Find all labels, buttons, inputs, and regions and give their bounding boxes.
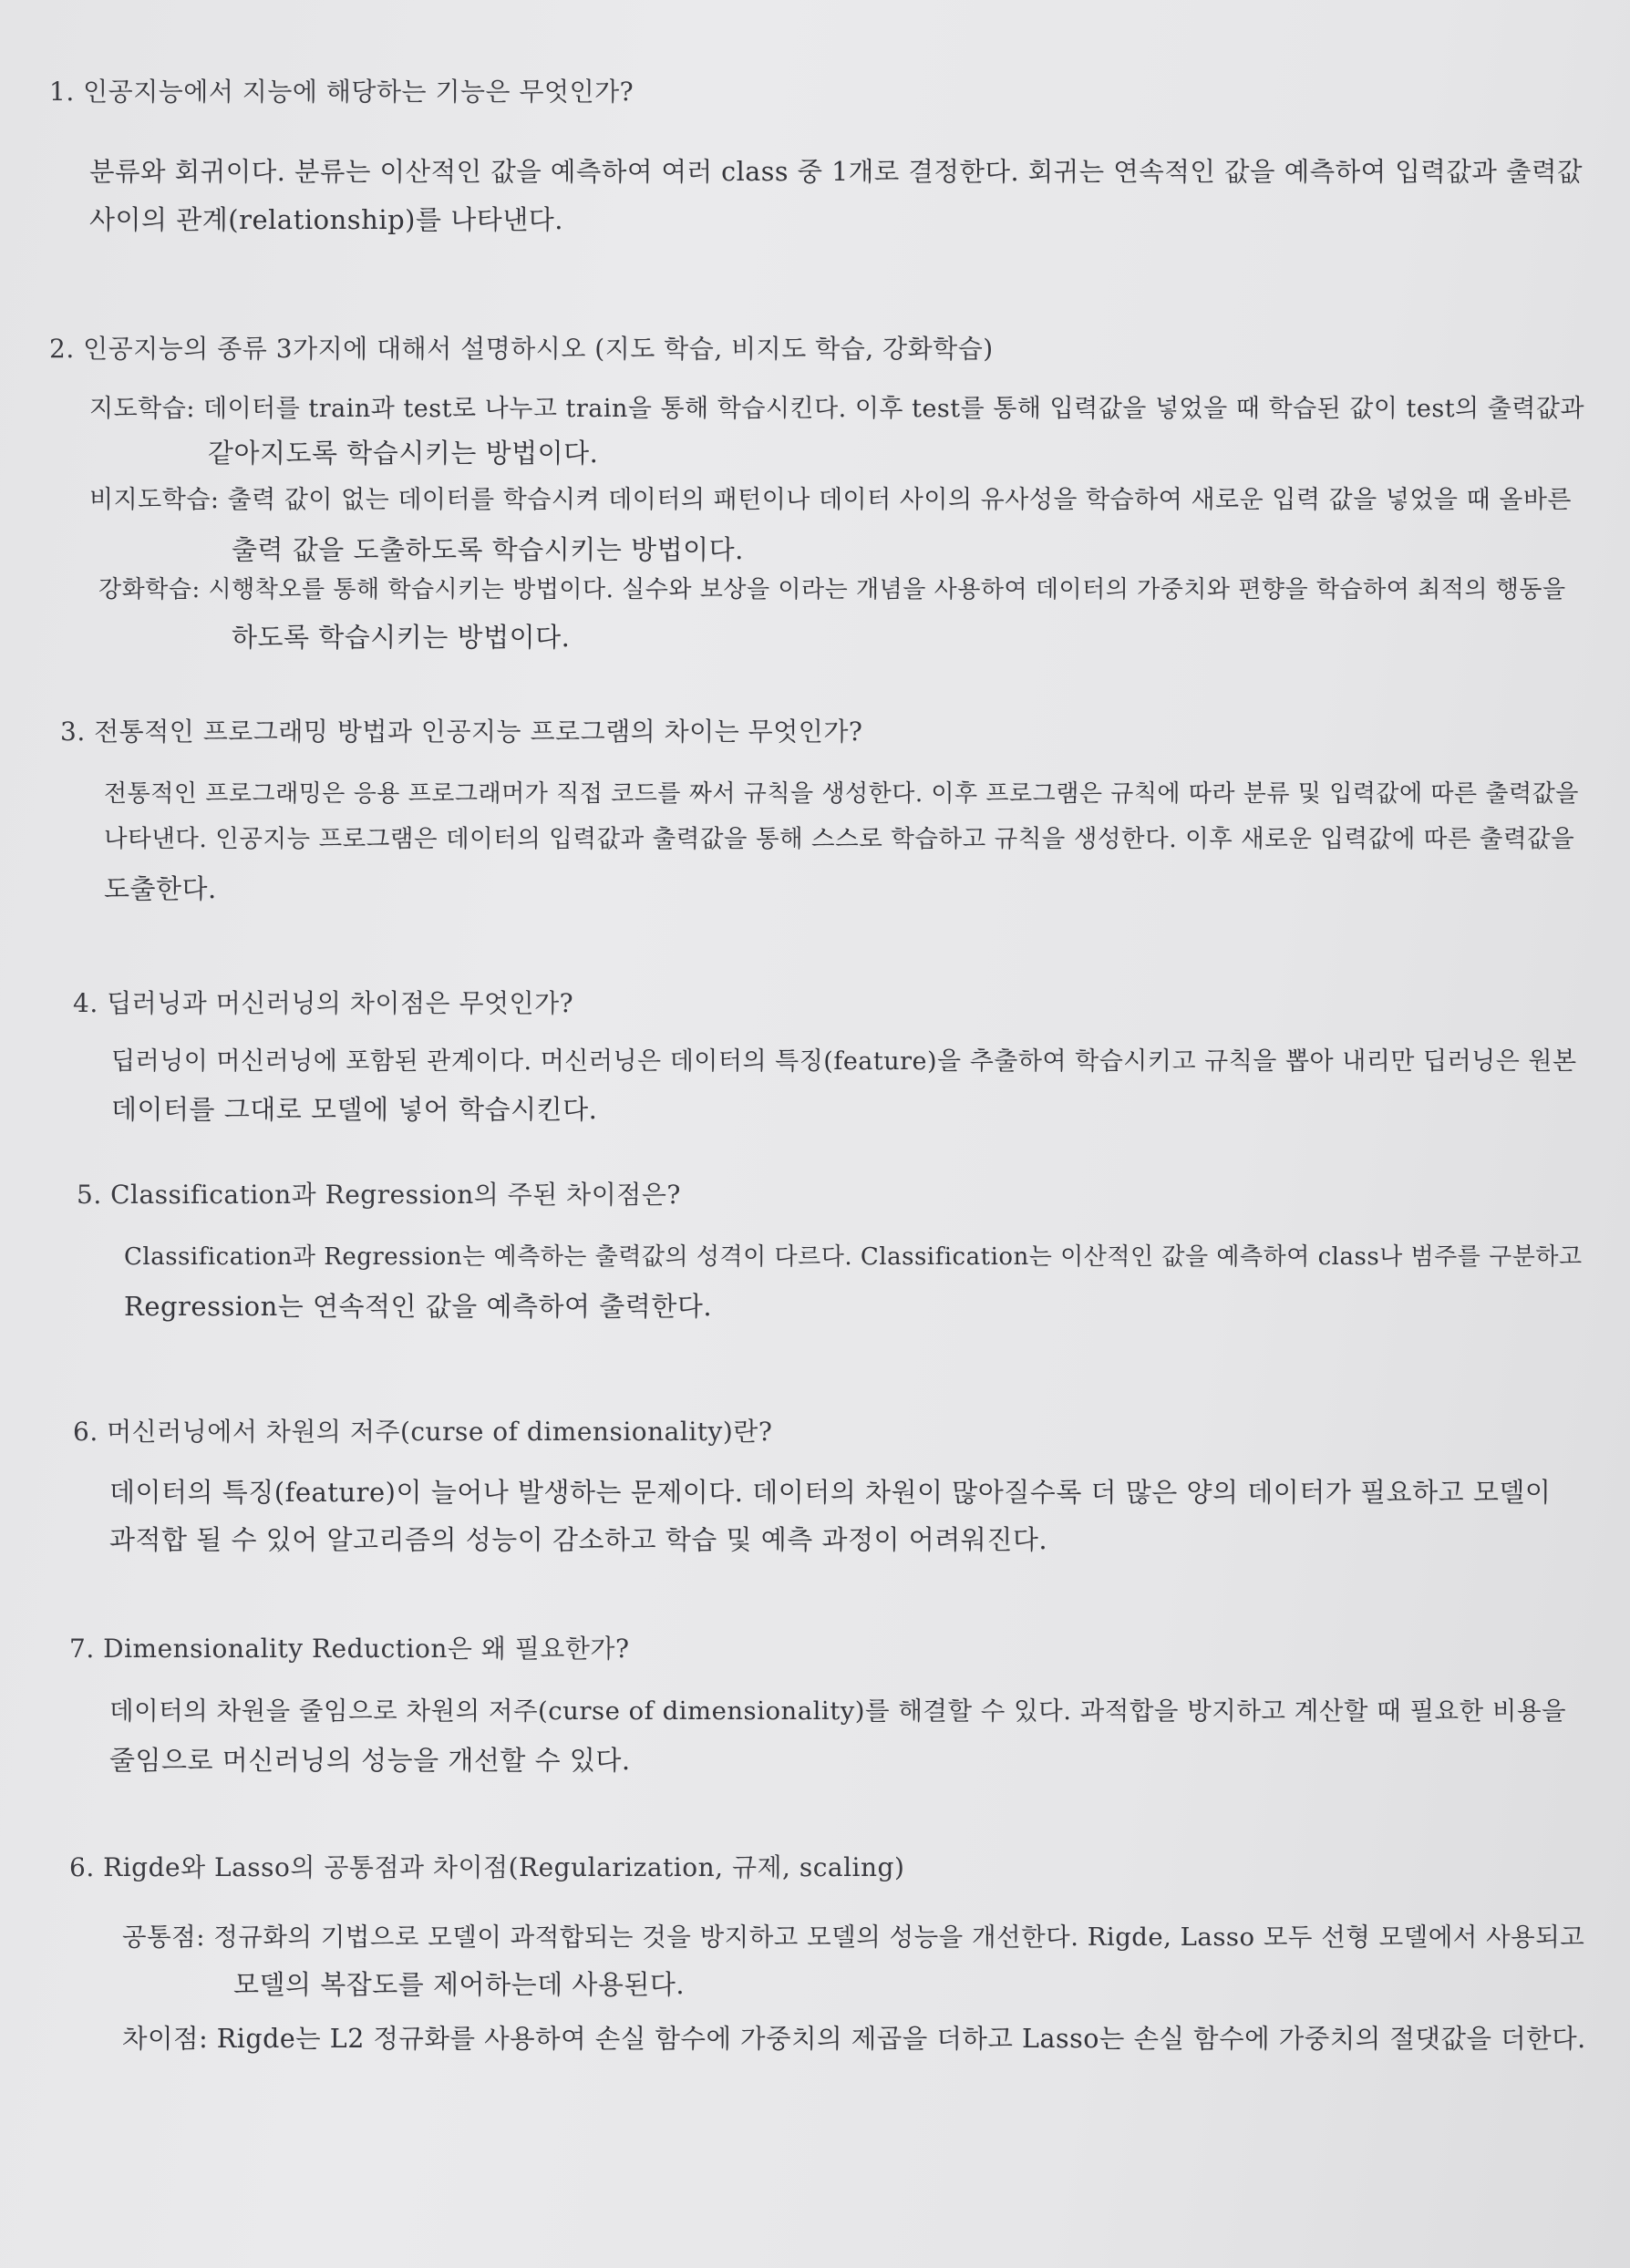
reinforcement-line-2: 하도록 학습시키는 방법이다. xyxy=(232,622,571,653)
question-2: 2. 인공지능의 종류 3가지에 대해서 설명하시오 (지도 학습, 비지도 학습, 강화학습) xyxy=(49,334,994,364)
question-1: 1. 인공지능에서 지능에 해당하는 기능은 무엇인가? xyxy=(49,77,634,107)
answer-4-line-1: 딥러닝이 머신러닝에 포함된 관계이다. 머신러닝은 데이터의 특징(feature)을 추출하여 학습시키고 규칙을 뽑아 내리만 딥러닝은 원본 xyxy=(111,1047,1577,1076)
difference-line-1: 차이점: Rigde는 L2 정규화를 사용하여 손실 함수에 가중치의 제곱을 더하고 Lasso는 손실 함수에 가중치의 절댓값을 더한다. xyxy=(122,2024,1586,2054)
question-6: 6. 머신러닝에서 차원의 저주(curse of dimensionality)란? xyxy=(73,1417,773,1447)
supervised-line-2: 같아지도록 학습시키는 방법이다. xyxy=(208,438,599,469)
unsupervised-line-1: 비지도학습: 출력 값이 없는 데이터를 학습시켜 데이터의 패턴이나 데이터 사이의 유사성을 학습하여 새로운 입력 값을 넣었을 때 올바른 xyxy=(89,486,1573,514)
answer-3-line-1: 전통적인 프로그래밍은 응용 프로그래머가 직접 코드를 짜서 규칙을 생성한다. 이후 프로그램은 규칙에 따라 분류 및 입력값에 따른 출력값을 xyxy=(104,780,1579,808)
common-line-2: 모델의 복잡도를 제어하는데 사용된다. xyxy=(233,1969,686,2000)
common-line-1: 공통점: 정규화의 기법으로 모델이 과적합되는 것을 방지하고 모델의 성능을 개선한다. Rigde, Lasso 모두 선형 모델에서 사용되고 xyxy=(122,1923,1585,1952)
question-3: 3. 전통적인 프로그래밍 방법과 인공지능 프로그램의 차이는 무엇인가? xyxy=(60,716,863,747)
answer-1-line-2: 사이의 관계(relationship)를 나타낸다. xyxy=(89,204,563,235)
reinforcement-line-1: 강화학습: 시행착오를 통해 학습시키는 방법이다. 실수와 보상을 이라는 개념을 사용하여 데이터의 가중치와 편향을 학습하여 최적의 행동을 xyxy=(98,576,1566,603)
question-5: 5. Classification과 Regression의 주된 차이점은? xyxy=(77,1180,681,1210)
answer-1-line-1: 분류와 회귀이다. 분류는 이산적인 값을 예측하여 여러 class 중 1개로 결정한다. 회귀는 연속적인 값을 예측하여 입력값과 출력값 xyxy=(89,157,1584,187)
answer-5-line-1: Classification과 Regression는 예측하는 출력값의 성격이 다르다. Classification는 이산적인 값을 예측하여 class나 범주를 구분하고 xyxy=(124,1243,1583,1271)
question-4: 4. 딥러닝과 머신러닝의 차이점은 무엇인가? xyxy=(73,988,574,1018)
answer-7-line-2: 줄임으로 머신러닝의 성능을 개선할 수 있다. xyxy=(109,1745,631,1776)
answer-4-line-2: 데이터를 그대로 모델에 넣어 학습시킨다. xyxy=(111,1094,598,1125)
supervised-line-1: 지도학습: 데이터를 train과 test로 나누고 train을 통해 학습시킨다. 이후 test를 통해 입력값을 넣었을 때 학습된 값이 test의 출력값과 xyxy=(89,395,1585,423)
answer-3-line-2: 나타낸다. 인공지능 프로그램은 데이터의 입력값과 출력값을 통해 스스로 학습하고 규칙을 생성한다. 이후 새로운 입력값에 따른 출력값을 xyxy=(104,825,1575,853)
question-8: 6. Rigde와 Lasso의 공통점과 차이점(Regularization, 규제, scaling) xyxy=(69,1852,905,1882)
answer-3-line-3: 도출한다. xyxy=(104,873,217,904)
answer-7-line-1: 데이터의 차원을 줄임으로 차원의 저주(curse of dimensionality)를 해결할 수 있다. 과적합을 방지하고 계산할 때 필요한 비용을 xyxy=(109,1696,1567,1726)
unsupervised-line-2: 출력 값을 도출하도록 학습시키는 방법이다. xyxy=(232,534,744,565)
answer-5-line-2: Regression는 연속적인 값을 예측하여 출력한다. xyxy=(124,1291,713,1322)
answer-6-line-1: 데이터의 특징(feature)이 늘어나 발생하는 문제이다. 데이터의 차원이 많아질수록 더 많은 양의 데이터가 필요하고 모델이 xyxy=(109,1477,1552,1508)
answer-6-line-2: 과적합 될 수 있어 알고리즘의 성능이 감소하고 학습 및 예측 과정이 어려워진다. xyxy=(109,1524,1048,1555)
question-7: 7. Dimensionality Reduction은 왜 필요한가? xyxy=(69,1634,630,1664)
